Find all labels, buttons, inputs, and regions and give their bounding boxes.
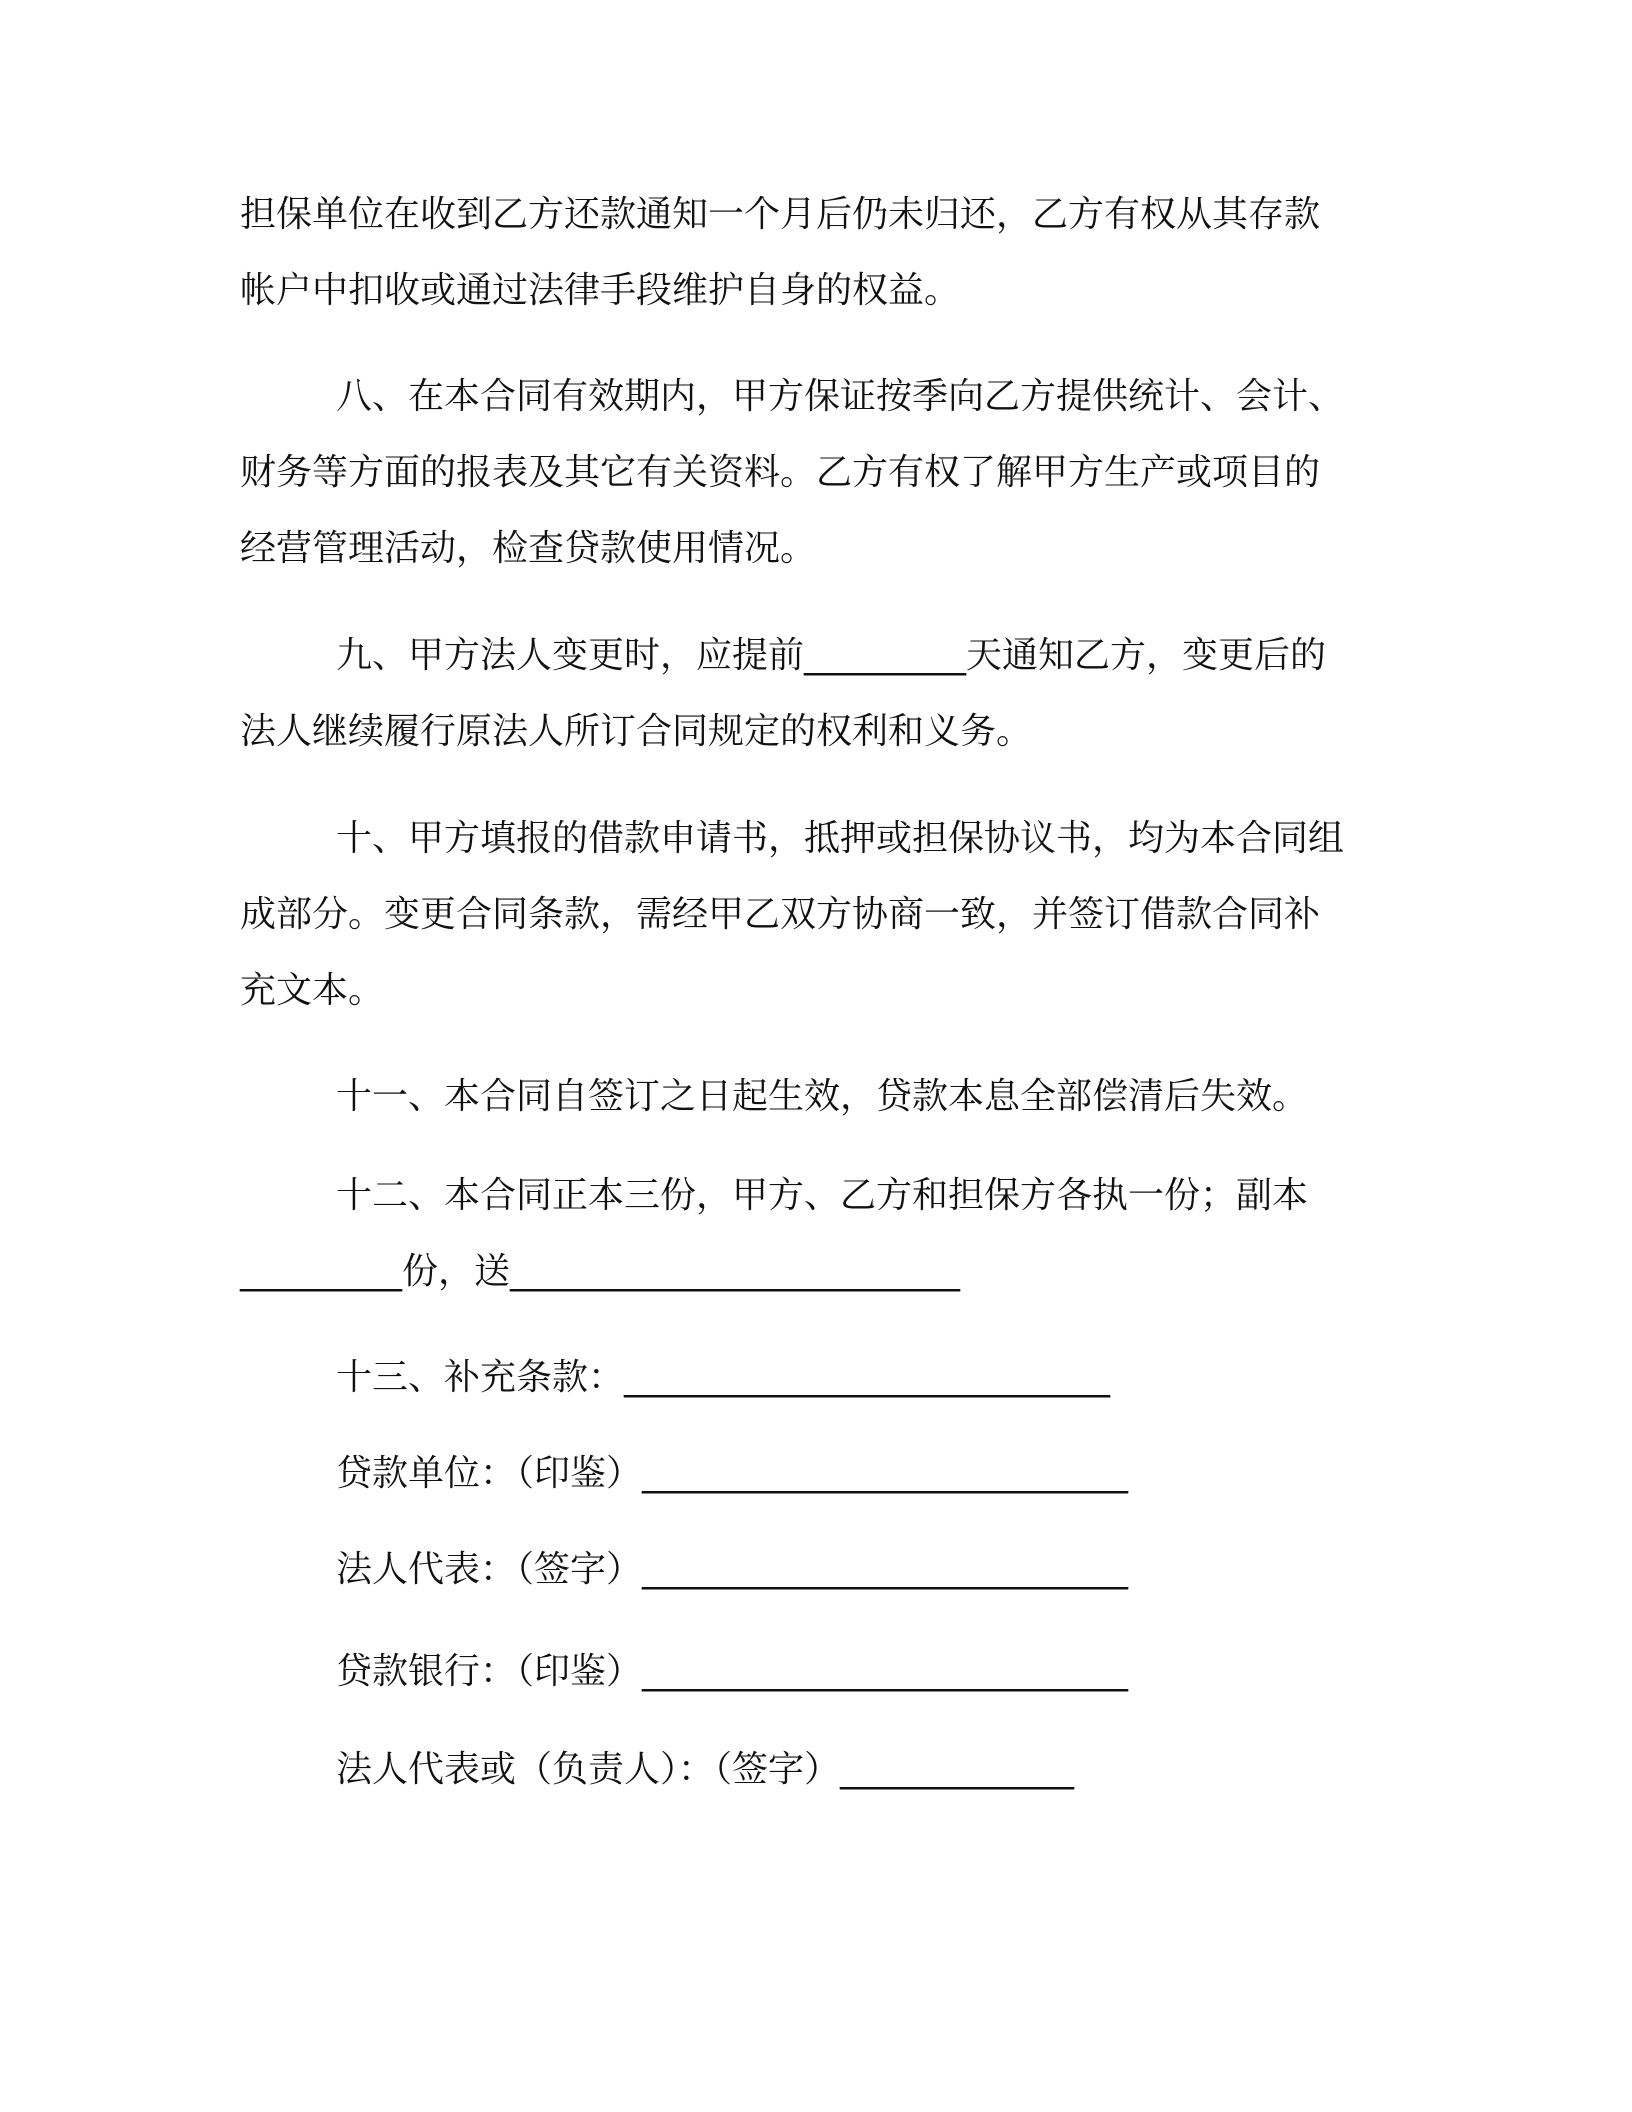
clause-8 — [240, 359, 1390, 587]
text-line: 贷款银行：（印鉴）___________________________ — [336, 1651, 1129, 1692]
text-line: 经营管理活动，检查贷款使用情况。 — [240, 528, 817, 569]
text-line: 帐户中扣收或通过法律手段维护自身的权益。 — [240, 270, 961, 311]
text-line: 十二、本合同正本三份，甲方、乙方和担保方各执一份；副本 — [336, 1175, 1309, 1216]
text-line: 财务等方面的报表及其它有关资料。乙方有权了解甲方生产或项目的 — [240, 452, 1321, 493]
text-line: 充文本。 — [240, 970, 385, 1011]
text-line: 贷款单位：（印鉴）___________________________ — [336, 1453, 1129, 1494]
signature-bank-rep — [240, 1732, 1390, 1808]
text-line: 法人继续履行原法人所订合同规定的权利和义务。 — [240, 711, 1033, 752]
signature-borrower-rep — [240, 1532, 1390, 1608]
clause-11 — [240, 1059, 1390, 1135]
text-line: 十三、补充条款：___________________________ — [336, 1357, 1111, 1398]
clause-9 — [240, 618, 1390, 770]
text-line: 法人代表或（负责人）：（签字）_____________ — [336, 1749, 1075, 1790]
signature-lending-bank — [240, 1634, 1390, 1710]
text-line: _________份，送_________________________ — [240, 1251, 961, 1292]
text-line: 十、甲方填报的借款申请书，抵押或担保协议书，均为本合同组 — [336, 818, 1345, 859]
text-line: 法人代表：（签字）___________________________ — [336, 1549, 1129, 1590]
text-line: 十一、本合同自签订之日起生效，贷款本息全部偿清后失效。 — [336, 1076, 1309, 1117]
clause-12 — [240, 1158, 1390, 1310]
clause-10 — [240, 801, 1390, 1029]
text-line: 担保单位在收到乙方还款通知一个月后仍未归还，乙方有权从其存款 — [240, 194, 1321, 235]
text-line: 成部分。变更合同条款，需经甲乙双方协商一致，并签订借款合同补 — [240, 894, 1321, 935]
text-line: 九、甲方法人变更时，应提前_________天通知乙方，变更后的 — [336, 635, 1327, 676]
signature-borrower-unit — [240, 1436, 1390, 1512]
text-line: 八、在本合同有效期内，甲方保证按季向乙方提供统计、会计、 — [336, 376, 1345, 417]
clause-13 — [240, 1340, 1390, 1416]
clause-7-continuation — [240, 177, 1390, 329]
